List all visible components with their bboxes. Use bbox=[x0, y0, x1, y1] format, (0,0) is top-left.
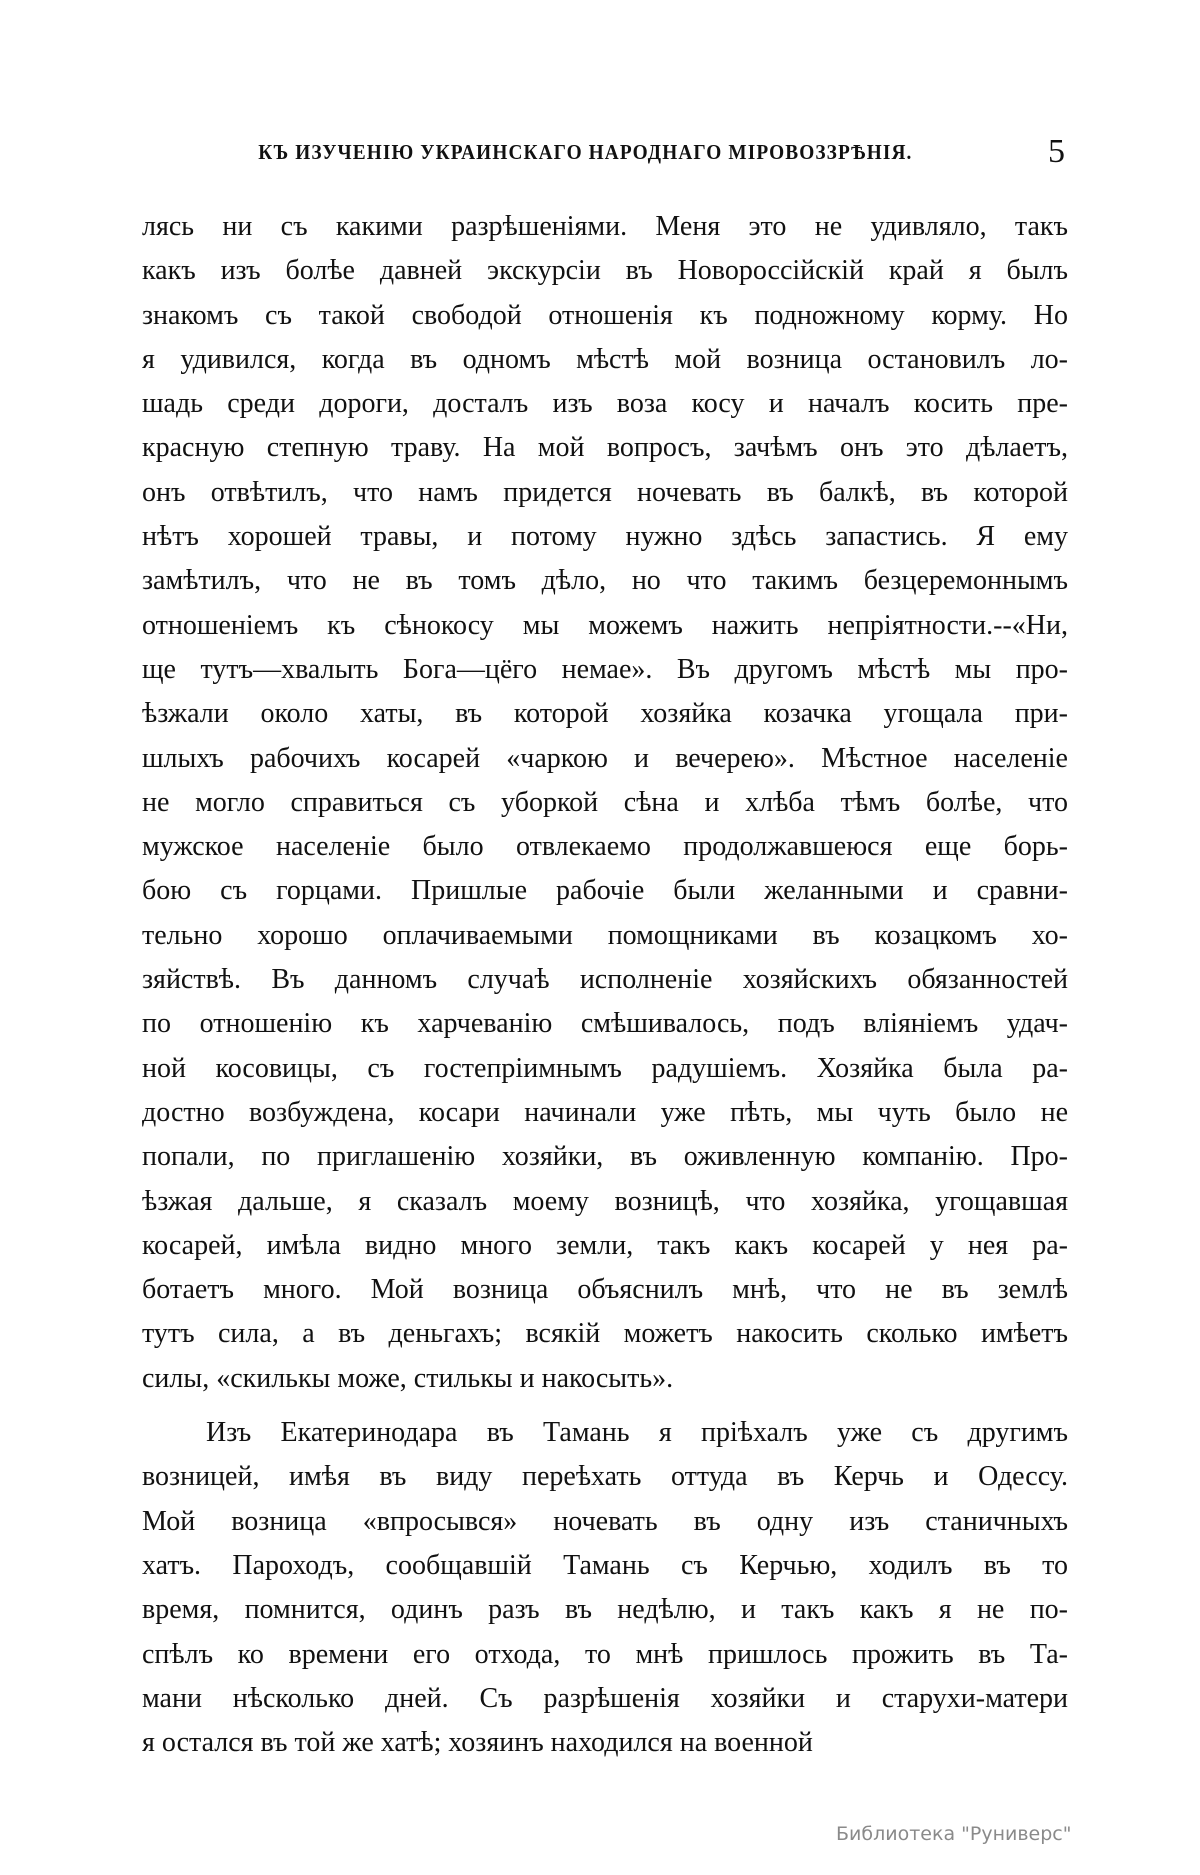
text-line: мужское населеніе было отвлекаемо продолжавшеюся еще борь- bbox=[142, 831, 1068, 863]
text-line: возницей, имѣя въ виду переѣхать оттуда въ Керчь и Одессу. bbox=[142, 1461, 1068, 1493]
text-line: ѣзжали около хаты, въ которой хозяйка козачка угощала при- bbox=[142, 698, 1068, 730]
text-line: достно возбуждена, косари начинали уже пѣть, мы чуть было не bbox=[142, 1096, 1068, 1128]
library-watermark: Библиотека "Руниверс" bbox=[836, 1823, 1072, 1845]
text-line: косарей, имѣла видно много земли, такъ какъ косарей у нея ра- bbox=[142, 1229, 1068, 1261]
body-text bbox=[142, 205, 1068, 1765]
text-line: тельно хорошо оплачиваемыми помощниками въ козацкомъ хо- bbox=[142, 919, 1068, 951]
text-line: шлыхъ рабочихъ косарей «чаркою и вечерею». Мѣстное населеніе bbox=[142, 742, 1068, 774]
text-line: я остался въ той же хатѣ; хозяинъ находился на военной bbox=[142, 1727, 813, 1759]
paragraph bbox=[142, 1411, 1068, 1765]
text-line: тутъ сила, а въ деньгахъ; всякій можетъ накосить сколько имѣетъ bbox=[142, 1318, 1068, 1350]
text-line: шадь среди дороги, досталъ изъ воза косу и началъ косить пре- bbox=[142, 388, 1068, 420]
text-line: хатъ. Пароходъ, сообщавшій Тамань съ Керчью, ходилъ въ то bbox=[142, 1549, 1068, 1581]
text-line: по отношенію къ харчеванію смѣшивалось, подъ вліяніемъ удач- bbox=[142, 1008, 1068, 1040]
text-line: Изъ Екатеринодара въ Тамань я пріѣхалъ уже съ другимъ bbox=[206, 1417, 1068, 1449]
text-line: Мой возница «впросывся» ночевать въ одну изъ станичныхъ bbox=[142, 1505, 1068, 1537]
text-line: нѣтъ хорошей травы, и потому нужно здѣсь запастись. Я ему bbox=[142, 521, 1068, 553]
text-line: ботаетъ много. Мой возница объяснилъ мнѣ, что не въ землѣ bbox=[142, 1274, 1068, 1306]
text-line: мани нѣсколько дней. Съ разрѣшенія хозяйки и старухи-матери bbox=[142, 1682, 1068, 1714]
text-line: онъ отвѣтилъ, что намъ придется ночевать въ балкѣ, въ которой bbox=[142, 476, 1068, 508]
text-line: зяйствѣ. Въ данномъ случаѣ исполненіе хозяйскихъ обязанностей bbox=[142, 964, 1068, 996]
text-line: красную степную траву. На мой вопросъ, зачѣмъ онъ это дѣлаетъ, bbox=[142, 432, 1068, 464]
text-line: ѣзжая дальше, я сказалъ моему возницѣ, что хозяйка, угощавшая bbox=[142, 1185, 1068, 1217]
text-line: спѣлъ ко времени его отхода, то мнѣ пришлось прожить въ Та- bbox=[142, 1638, 1068, 1670]
paragraph bbox=[142, 205, 1068, 1401]
text-line: бою съ горцами. Пришлые рабочіе были желанными и сравни- bbox=[142, 875, 1068, 907]
text-line: отношеніемъ къ сѣнокосу мы можемъ нажить непріятности.--«Ни, bbox=[142, 609, 1068, 641]
text-line: знакомъ съ такой свободой отношенія къ подножному корму. Но bbox=[142, 299, 1068, 331]
text-line: ной косовицы, съ гостепріимнымъ радушіемъ. Хозяйка была ра- bbox=[142, 1052, 1068, 1084]
text-line: попали, по приглашенію хозяйки, въ оживленную компанію. Про- bbox=[142, 1141, 1068, 1173]
text-line: ще тутъ—хвалыть Бога—цёго немае». Въ другомъ мѣстѣ мы про- bbox=[142, 653, 1068, 685]
text-line: лясь ни съ какими разрѣшеніями. Меня это не удивляло, такъ bbox=[142, 211, 1068, 242]
text-line: время, помнится, одинъ разъ въ недѣлю, и такъ какъ я не по- bbox=[142, 1594, 1068, 1626]
text-line: я удивился, когда въ одномъ мѣстѣ мой возница остановилъ ло- bbox=[142, 343, 1068, 375]
text-line: силы, «скилькы може, стилькы и накосыть». bbox=[142, 1362, 674, 1394]
text-line: не могло справиться съ уборкой сѣна и хлѣба тѣмъ болѣе, что bbox=[142, 786, 1068, 818]
text-line: замѣтилъ, что не въ томъ дѣло, но что такимъ безцеремоннымъ bbox=[142, 565, 1068, 597]
text-line: какъ изъ болѣе давней экскурсіи въ Новороссійскій край я былъ bbox=[142, 255, 1068, 287]
page-number: 5 bbox=[1048, 133, 1065, 170]
running-header: КЪ ИЗУЧЕНІЮ УКРАИНСКАГО НАРОДНАГО МІРОВОЗЗРѢНІЯ. bbox=[258, 140, 913, 164]
